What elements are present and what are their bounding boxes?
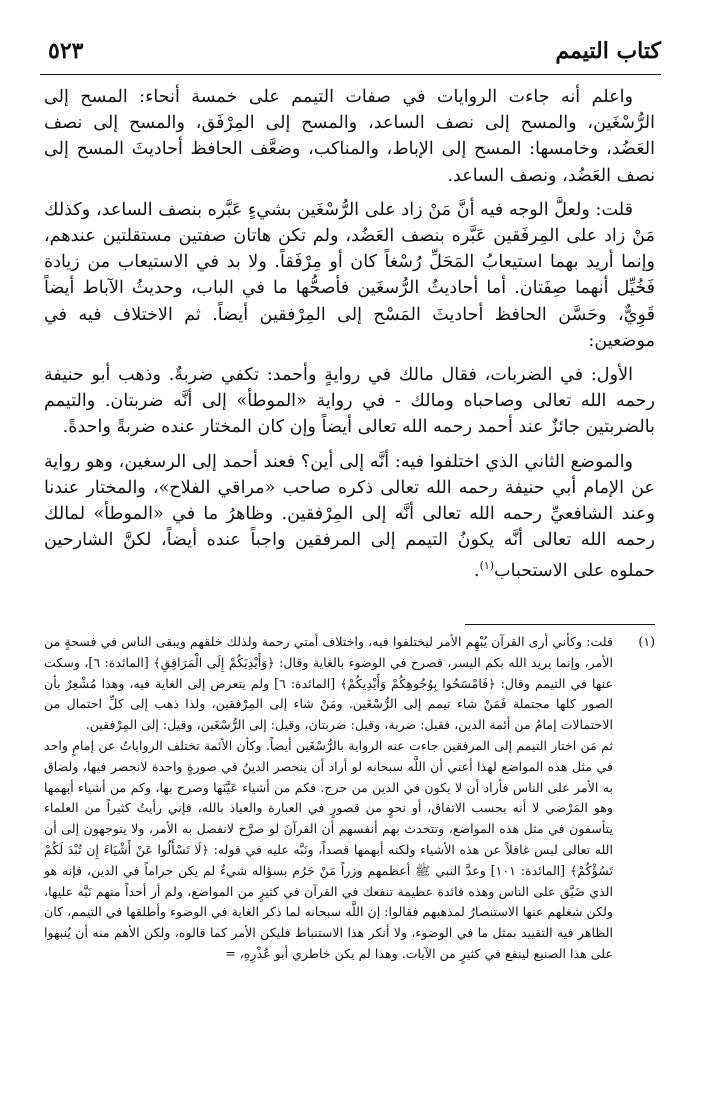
footnote-paragraph-2: ثم مَن اختار التيمم إلى المرفقين جاءت عنه الرواية بالرُّسْغَين أيضاً. وكأن الأئمة تختلف الرواياتُ عن إمامٍ واحد في مثل هذه المواضع لهذا أعني أن اللَّه سبحانه لو أراد أن ينحصر الدينُ في صورةٍ واحدة لانحصر فيها، ولضاق به الأمر على الناس فأراد أن لا يكون في الدين من حرج. فكم من أشياء عَيَّنَها وصرح بها، وكم من أشياء أبهمها وهو المَرْضي لا أنه بحسب الاتفاق، أو نحوٍ من قصورٍ في العبارة والعياذ بالله، فإني رأيتُ كثيراً من العلماء يتأسفون في مثل هذه المواضع، وتتحدث بهم أنفسهم أن القرآنَ لو صرَّح لانفصل به الأمر، ولا يتوجهون إلى أن الله تعالى ليس غافلاً عن هذه الأشياء ولكنه أبهمها قصداً، ونَبَّه عليه في قوله: ﴿لَا تَسْأَلُوا عَنْ أَشْيَاءَ إِن تُبْدَ لَكُمْ تَسُؤْكُمْ﴾ [المائدة: ١٠١] وعدَّ النبي ﷺ أعظمهم وزراً مَنْ حَرُم بسؤاله شيءٌ لم يكن حراماً في الدين، فإنه هو الذي ضَيَّق على الناس وهذه فائدة عظيمة تنفعك في القرآن في كثيرٍ من المواضع، ولم أر أحداً منهم نَبَّه عليها، ولكن شغلهم عنها الاستنصارُ لمذهبهم فقالوا: إن اللَّه سبحانه لما ذكر الغاية في الوضوء وأطلقها في التيمم، كان الظاهر فيه التقييد بمثل ما في الوضوء، ولا أنكر هذا الاستنباط فليكن الأمر كما قالوه، ولكن الأهم منه أن يُنبهوا على هذا الصنيع لينفع في كثيرٍ من الآيات. وهذا لم يكن خاطري أبو عُذْرِهِ، =: [44, 737, 613, 961]
paragraph-1: واعلم أنه جاءت الروايات في صفات التيمم على خمسة أنحاء: المسح إلى الرُّسْغَين، والمسح إلى نصف الساعد، والمسح إلى المِرْفَق، والمسح إلى نصف العَضُد، وخامسها: المسح إلى الإباط، والمناكب، وضعَّف الحافظ أحاديثَ المسح إلى نصف العَضُد، ونصف الساعد.: [44, 87, 655, 186]
header-rule: [40, 74, 661, 75]
paragraph-4: والموضع الثاني الذي اختلفوا فيه: أنَّه إلى أين؟ فعند أحمد إلى الرسغين، وهو رواية عن الإمام أبي حنيفة رحمه الله تعالى ذكره صاحب «مراقي الفلاح»، والمختار عندنا وعند الشافعيِّ رحمه الله تعالى أنَّه إلى المِرْفقين. وظاهرُ ما في «الموطأ» لمالك رحمه الله تعالى أنَّه يكونُ التيمم إلى المرفقين واجباً عنده أيضاً، لكنَّ الشارحين حملوه على الاستحباب$^{(١)}$.: [44, 451, 655, 582]
main-text: [44, 84, 655, 593]
paragraph-3: الأول: في الضربات، فقال مالك في روايةٍ وأحمد: تكفي ضربةٌ. وذهب أبو حنيفة رحمه الله تعالى وصاحباه ومالك - في رواية «الموطأ» إلى أنَّه ضربتان. والتيمم بالضربتين جائزٌ عند أحمد رحمه الله تعالى أيضاً وإن كان المختار عنده ضربةً واحدةً.: [44, 365, 655, 438]
footnote-paragraph-1: قلت: وكأني أرى القرآن يُبْهِم الأمر ليختلفوا فيه، واختلاف أمتي رحمة ولذلك خلقهم ويبقى الناس في فسحةٍ من الأمر، وإنما يريد الله بكم اليسر، فصرح في الوضوء بالغاية وقال: ﴿وَأَيْدِيَكُمْ إِلَى الْمَرَافِقِ﴾ [المائدة: ٦]، وسكت عنها في التيمم وقال: ﴿فَامْسَحُوا بِوُجُوهِكُمْ وَأَيْدِيكُمْ﴾ [المائدة: ٦] ولم يتعرض إلى الغاية فيه، وهذا مُشْعِرٌ بأن الصور كلها محتملة فَمَنْ شاء تيمم إلى الرُّسْغَين. ومَنْ شاء إلى المِرْفقين، ولذا ذهب إلى كلِّ احتمال من الاحتمالات إمامٌ من أئمة الدين، فقيل: ضربة، وقيل: ضربتان، وقيل: إلى الرُّسْغَين، وقيل: إلى المِرْفقين.: [44, 634, 614, 733]
footnotes-section: [44, 632, 655, 965]
footnote-1: [44, 632, 655, 965]
footnote-separator: [465, 624, 655, 625]
footnote-marker[interactable]: (١): [479, 559, 495, 573]
paragraph-4-text: والموضع الثاني الذي اختلفوا فيه: أنَّه إلى أين؟ فعند أحمد إلى الرسغين، وهو رواية عن الإمام أبي حنيفة رحمه الله تعالى ذكره صاحب «مراقي الفلاح»، والمختار عندنا وعند الشافعيِّ رحمه الله تعالى أنَّه إلى المِرْفقين. وظاهرُ ما في «الموطأ» لمالك رحمه الله تعالى أنَّه يكونُ التيمم إلى المرفقين واجباً عنده أيضاً، لكنَّ الشارحين حملوه على الاستحباب: [44, 451, 655, 582]
chapter-title: كتاب التيمم: [555, 38, 661, 64]
page-number: ٥٢٣: [48, 38, 84, 64]
page-header: [40, 34, 661, 74]
paragraph-2: قلت: ولعلَّ الوجه فيه أنَّ مَنْ زاد على الرُّسْغَين بشيءٍ عَبَّره بنصف الساعد، وكذلك مَنْ زاد على المِرفَقين عَبَّره بنصف العَضُد، ولم تكن هاتان صفتين مستقلتين عندهم، وإنما أريد بهما استيعابُ المَحَلِّ رُسْغاً كان أو مِرْفَقاً. ولا بد في الاستيعاب من زيادة فَخُيِّل أنهما صِفَتان. أما أحاديثُ الرُّسغَين فأصحُّها ما في الباب، وحديثُ الآباط أيضاً قَوِيٌّ، وحَسَّن الحافظ أحاديثَ المَسْح إلى المِرْفقين أيضاً. ثم الاختلاف فيه في موضعين:: [44, 199, 655, 351]
footnote-number: (١): [638, 634, 655, 649]
